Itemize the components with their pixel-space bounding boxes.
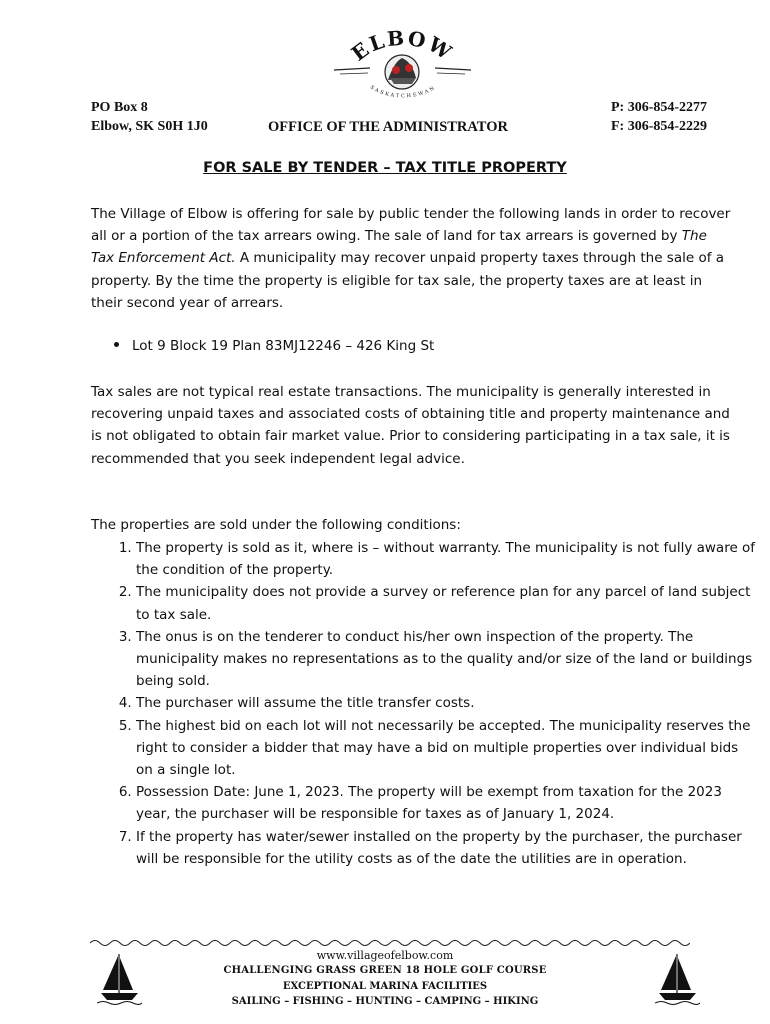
list-item: 4. The purchaser will assume the title transfer costs. [136, 692, 756, 714]
footer-golf-line: CHALLENGING GRASS GREEN 18 HOLE GOLF COURSE [223, 965, 547, 976]
list-item: 7. If the property has water/sewer installed on the property by the purchaser, the purchaser will be responsible for the utility costs as of the date the utilities are in operation. [136, 826, 756, 870]
list-item: 5. The highest bid on each lot will not necessarily be accepted. The municipality reserves the right to consider a bidder that may have a bid on multiple properties over individual bids on a single lot. [136, 715, 756, 782]
footer-activities-line: SAILING – FISHING – HUNTING – CAMPING – HIKING [231, 996, 539, 1007]
intro-text-2: A municipality may recover unpaid property taxes through the sale of a property. By the time the property is eligible for tax sale, the property taxes are at least in their second year of arrears. [91, 250, 725, 311]
website-link[interactable]: www.villageofelbow.com [316, 949, 454, 962]
logo-subtitle: SASKATCHEWAN [368, 84, 438, 100]
phone-number: P: 306-854-2277 [611, 100, 708, 115]
footer-wave-divider [90, 937, 690, 949]
list-item: 3. The onus is on the tenderer to conduct his/her own inspection of the property. The municipality makes no representations as to the quality and/or size of the land or buildings being sold. [136, 626, 756, 693]
property-bullet [114, 338, 434, 354]
intro-text-1: The Village of Elbow is offering for sale by public tender the following lands in order to recover all or a portion of the tax arrears owing. The sale of land for tax arrears is governed by [91, 206, 731, 245]
intro-paragraph [91, 203, 731, 314]
tax-sale-paragraph: Tax sales are not typical real estate transactions. The municipality is generally interested in recovering unpaid taxes and associated costs of obtaining title and property maintenance and is not obligated to obtain fair market value. Prior to considering participating in a tax sale, it is recommended that you seek independent legal advice. [91, 384, 730, 467]
document-title: FOR SALE BY TENDER – TAX TITLE PROPERTY [203, 160, 567, 176]
list-item: 2. The municipality does not provide a survey or reference plan for any parcel of land subject to tax sale. [136, 581, 756, 625]
act-name: The Tax Enforcement Act. [91, 228, 707, 267]
fax-number: F: 306-854-2229 [611, 119, 708, 134]
footer-marina-line: EXCEPTIONAL MARINA FACILITIES [282, 981, 488, 992]
office-title: OFFICE OF THE ADMINISTRATOR [268, 119, 508, 135]
property-description: Lot 9 Block 19 Plan 83MJ12246 – 426 King St [132, 338, 435, 354]
po-box: PO Box 8 [91, 100, 148, 115]
list-item: 6. Possession Date: June 1, 2023. The property will be exempt from taxation for the 2023 year, the purchaser will be responsible for taxes as of January 1, 2024. [136, 781, 756, 825]
bullet-icon [114, 342, 119, 347]
conditions-list [110, 537, 756, 870]
elbow-logo [330, 28, 475, 102]
address: Elbow, SK S0H 1J0 [91, 119, 208, 134]
list-item: 1. The property is sold as it, where is – without warranty. The municipality is not fully aware of the condition of the property. [136, 537, 756, 581]
logo-title: ELBOW [346, 28, 458, 66]
conditions-intro: The properties are sold under the following conditions: [91, 517, 461, 533]
